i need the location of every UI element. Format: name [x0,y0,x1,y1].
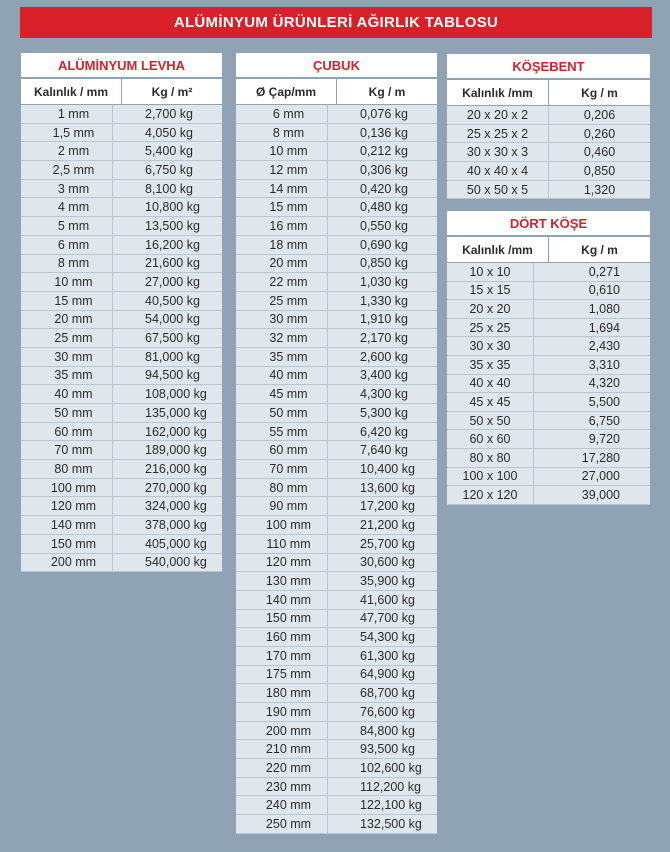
table-row [236,441,437,460]
table-row [447,468,650,487]
weight-cell: 54,300 kg [360,630,415,645]
table-row [447,300,650,319]
weight-cell: 0,850 [583,163,616,178]
size-cell: 210 mm [236,740,328,758]
table-row [447,430,650,449]
table-row [21,535,222,554]
size-cell: 25 mm [21,329,113,347]
weight-cell: 0,420 kg [360,181,408,196]
table-row [236,666,437,685]
table-row [236,684,437,703]
weight-cell: 35,900 kg [360,574,415,589]
weight-cell: 3,310 [588,357,620,372]
table-cubuk [236,53,437,834]
size-cell: 80 mm [236,479,328,497]
column-header: Kg / m [368,84,406,99]
table-row [236,554,437,573]
table-row [21,292,222,311]
weight-cell: 3,400 kg [360,368,408,383]
weight-cell: 68,700 kg [360,686,415,701]
size-cell: 30 x 30 [447,337,534,355]
size-cell: 220 mm [236,759,328,777]
weight-cell: 1,320 [583,182,616,197]
size-cell: 50 mm [236,404,328,422]
size-cell: 200 mm [236,722,328,740]
table-row [236,348,437,367]
weight-cell: 93,500 kg [360,742,415,757]
table-row [447,319,650,338]
table-row [447,143,650,162]
size-cell: 30 mm [236,311,328,329]
weight-cell: 0,610 [588,283,620,298]
size-cell: 175 mm [236,666,328,684]
table-row [447,162,650,181]
weight-cell: 41,600 kg [360,592,415,607]
weight-cell: 39,000 [581,487,620,502]
size-cell: 2 mm [21,142,113,160]
weight-cell: 4,320 [588,376,620,391]
table-row [236,703,437,722]
table-row [236,385,437,404]
table-kosebent [447,54,650,199]
table-row [21,554,222,573]
table-row [236,161,437,180]
weight-cell: 13,600 kg [360,480,415,495]
table-row [236,740,437,759]
size-cell: 20 x 20 [447,300,534,318]
size-cell: 45 x 45 [447,393,534,411]
weight-cell: 0,690 kg [360,237,408,252]
weight-cell: 0,550 kg [360,218,408,233]
size-cell: 40 x 40 [447,375,534,393]
table-header [21,79,222,105]
size-cell: 100 mm [21,479,113,497]
table-row [236,404,437,423]
table-row [21,441,222,460]
table-row [21,198,222,217]
size-cell: 170 mm [236,647,328,665]
table-row [447,356,650,375]
table-row [236,255,437,274]
size-cell: 15 mm [21,292,113,310]
weight-cell: 108,000 kg [145,387,207,402]
size-cell: 40 mm [236,367,328,385]
table-row [447,412,650,431]
column-header: Kg / m [581,85,618,100]
table-title: KÖŞEBENT [447,54,650,80]
size-cell: 12 mm [236,161,328,179]
table-row [236,217,437,236]
table-row [236,647,437,666]
table-row [21,311,222,330]
weight-cell: 0,076 kg [360,106,408,121]
weight-cell: 1,080 [588,301,620,316]
table-row [21,255,222,274]
weight-cell: 27,000 [581,469,620,484]
table-row [236,479,437,498]
size-cell: 3 mm [21,180,113,198]
weight-cell: 112,200 kg [360,779,421,794]
size-cell: 190 mm [236,703,328,721]
weight-cell: 0,850 kg [360,256,408,271]
size-cell: 55 mm [236,423,328,441]
size-cell: 30 mm [21,348,113,366]
table-title: ALÜMİNYUM LEVHA [21,53,222,79]
table-row [21,180,222,199]
column-header: Kalınlık /mm [447,237,549,262]
table-row [236,516,437,535]
weight-cell: 0,460 [583,145,616,160]
size-cell: 25 x 25 [447,319,534,337]
weight-cell: 27,000 kg [145,275,200,290]
size-cell: 1,5 mm [21,124,113,142]
table-header [236,79,437,105]
weight-cell: 6,750 [588,413,620,428]
size-cell: 50 x 50 [447,412,534,430]
table-row [236,535,437,554]
size-cell: 35 x 35 [447,356,534,374]
column-header: Kalınlık /mm [447,80,549,105]
size-cell: 230 mm [236,778,328,796]
table-row [21,516,222,535]
table-row [21,367,222,386]
weight-cell: 84,800 kg [360,723,415,738]
size-cell: 30 x 30 x 3 [447,143,549,161]
table-row [447,337,650,356]
table-row [21,497,222,516]
size-cell: 20 x 20 x 2 [447,106,549,124]
weight-cell: 61,300 kg [360,648,415,663]
table-row [21,161,222,180]
weight-cell: 0,306 kg [360,162,408,177]
weight-cell: 8,100 kg [145,181,193,196]
weight-cell: 0,480 kg [360,200,408,215]
size-cell: 250 mm [236,815,328,833]
size-cell: 60 mm [21,423,113,441]
size-cell: 80 x 80 [447,449,534,467]
size-cell: 22 mm [236,273,328,291]
table-row [236,460,437,479]
weight-cell: 16,200 kg [145,237,200,252]
weight-cell: 378,000 kg [145,517,207,532]
weight-cell: 64,900 kg [360,667,415,682]
column-header: Kg / m [581,242,618,257]
table-body [236,105,437,834]
weight-cell: 94,500 kg [145,368,200,383]
table-row [236,292,437,311]
weight-cell: 540,000 kg [145,555,207,570]
weight-cell: 1,330 kg [360,293,408,308]
size-cell: 1 mm [21,105,113,123]
size-cell: 50 x 50 x 5 [447,181,549,199]
size-cell: 70 mm [21,441,113,459]
table-row [21,348,222,367]
table-row [236,236,437,255]
table-row [447,282,650,301]
size-cell: 60 mm [236,441,328,459]
size-cell: 240 mm [236,796,328,814]
size-cell: 80 mm [21,460,113,478]
size-cell: 70 mm [236,460,328,478]
weight-cell: 135,000 kg [145,405,207,420]
weight-cell: 67,500 kg [145,331,200,346]
weight-cell: 4,050 kg [145,125,193,140]
table-row [236,759,437,778]
table-row [21,236,222,255]
table-row [236,497,437,516]
size-cell: 6 mm [236,105,328,123]
table-row [447,486,650,505]
weight-cell: 10,800 kg [145,200,200,215]
table-row [236,311,437,330]
weight-cell: 122,100 kg [360,798,422,813]
size-cell: 120 x 120 [447,486,534,504]
weight-cell: 0,206 [583,107,616,122]
table-row [236,610,437,629]
weight-cell: 0,212 kg [360,144,408,159]
weight-cell: 17,280 [581,450,620,465]
size-cell: 10 x 10 [447,263,534,281]
table-row [236,628,437,647]
weight-cell: 2,600 kg [360,349,408,364]
weight-cell: 5,300 kg [360,405,408,420]
weight-cell: 0,260 [583,126,616,141]
table-row [236,329,437,348]
weight-cell: 0,271 [588,264,620,279]
weight-cell: 76,600 kg [360,704,415,719]
table-title: ÇUBUK [236,53,437,79]
table-row [236,273,437,292]
size-cell: 100 x 100 [447,468,534,486]
table-row [236,572,437,591]
table-row [447,106,650,125]
table-body [447,106,650,199]
weight-cell: 21,600 kg [145,256,200,271]
size-cell: 180 mm [236,684,328,702]
table-row [21,460,222,479]
weight-cell: 7,640 kg [360,443,408,458]
table-dort-kose [447,211,650,505]
weight-cell: 21,200 kg [360,517,415,532]
table-row [236,180,437,199]
size-cell: 16 mm [236,217,328,235]
table-row [21,217,222,236]
table-row [447,375,650,394]
size-cell: 40 x 40 x 4 [447,162,549,180]
size-cell: 20 mm [236,255,328,273]
size-cell: 35 mm [236,348,328,366]
size-cell: 120 mm [21,497,113,515]
table-row [236,591,437,610]
table-row [447,181,650,200]
weight-cell: 13,500 kg [145,218,200,233]
table-body [447,263,650,505]
size-cell: 20 mm [21,311,113,329]
weight-cell: 54,000 kg [145,312,200,327]
weight-cell: 162,000 kg [145,424,207,439]
size-cell: 200 mm [21,554,113,572]
weight-cell: 5,400 kg [145,144,193,159]
size-cell: 150 mm [236,610,328,628]
weight-cell: 132,500 kg [360,816,422,831]
weight-cell: 1,910 kg [360,312,408,327]
table-row [21,479,222,498]
table-row [447,449,650,468]
size-cell: 45 mm [236,385,328,403]
size-cell: 35 mm [21,367,113,385]
weight-cell: 17,200 kg [360,499,415,514]
table-row [236,142,437,161]
table-row [236,423,437,442]
table-header [447,80,650,106]
table-row [236,778,437,797]
table-row [447,393,650,412]
size-cell: 10 mm [236,142,328,160]
table-row [21,385,222,404]
size-cell: 120 mm [236,554,328,572]
table-row [21,404,222,423]
size-cell: 40 mm [21,385,113,403]
table-row [21,105,222,124]
weight-cell: 47,700 kg [360,611,415,626]
table-row [21,273,222,292]
size-cell: 160 mm [236,628,328,646]
page-title: ALÜMİNYUM ÜRÜNLERİ AĞIRLIK TABLOSU [20,7,652,38]
size-cell: 15 mm [236,198,328,216]
table-aluminyum-levha [21,53,222,572]
table-row [447,125,650,144]
size-cell: 50 mm [21,404,113,422]
size-cell: 130 mm [236,572,328,590]
weight-cell: 6,420 kg [360,424,408,439]
weight-cell: 30,600 kg [360,555,415,570]
size-cell: 5 mm [21,217,113,235]
size-cell: 25 x 25 x 2 [447,125,549,143]
size-cell: 25 mm [236,292,328,310]
weight-cell: 2,170 kg [360,331,408,346]
weight-cell: 5,500 [588,394,620,409]
weight-cell: 216,000 kg [145,461,207,476]
table-row [21,329,222,348]
size-cell: 140 mm [21,516,113,534]
table-body [21,105,222,572]
size-cell: 150 mm [21,535,113,553]
weight-cell: 189,000 kg [145,443,207,458]
weight-cell: 102,600 kg [360,760,422,775]
weight-cell: 0,136 kg [360,125,408,140]
weight-cell: 81,000 kg [145,349,200,364]
weight-cell: 9,720 [588,432,620,447]
size-cell: 2,5 mm [21,161,113,179]
weight-cell: 405,000 kg [145,536,207,551]
size-cell: 10 mm [21,273,113,291]
weight-cell: 40,500 kg [145,293,200,308]
weight-cell: 1,694 [588,320,620,335]
size-cell: 32 mm [236,329,328,347]
weight-cell: 4,300 kg [360,387,408,402]
table-header [447,237,650,263]
table-row [236,367,437,386]
size-cell: 60 x 60 [447,430,534,448]
table-title: DÖRT KÖŞE [447,211,650,237]
weight-cell: 25,700 kg [360,536,415,551]
column-header: Kg / m² [151,84,193,99]
table-row [21,124,222,143]
table-row [21,423,222,442]
size-cell: 140 mm [236,591,328,609]
table-row [236,124,437,143]
size-cell: 15 x 15 [447,282,534,300]
size-cell: 90 mm [236,497,328,515]
column-header: Ø Çap/mm [236,79,337,104]
size-cell: 6 mm [21,236,113,254]
size-cell: 18 mm [236,236,328,254]
weight-cell: 10,400 kg [360,461,415,476]
table-row [236,198,437,217]
size-cell: 8 mm [236,124,328,142]
weight-cell: 2,700 kg [145,106,193,121]
table-row [236,722,437,741]
size-cell: 14 mm [236,180,328,198]
weight-cell: 270,000 kg [145,480,207,495]
table-row [236,105,437,124]
size-cell: 100 mm [236,516,328,534]
table-row [236,815,437,834]
weight-cell: 2,430 [588,339,620,354]
weight-cell: 324,000 kg [145,499,207,514]
size-cell: 8 mm [21,255,113,273]
weight-cell: 1,030 kg [360,275,408,290]
table-row [21,142,222,161]
table-row [447,263,650,282]
weight-cell: 6,750 kg [145,162,193,177]
size-cell: 110 mm [236,535,328,553]
column-header: Kalınlık / mm [21,79,122,104]
table-row [236,796,437,815]
size-cell: 4 mm [21,198,113,216]
